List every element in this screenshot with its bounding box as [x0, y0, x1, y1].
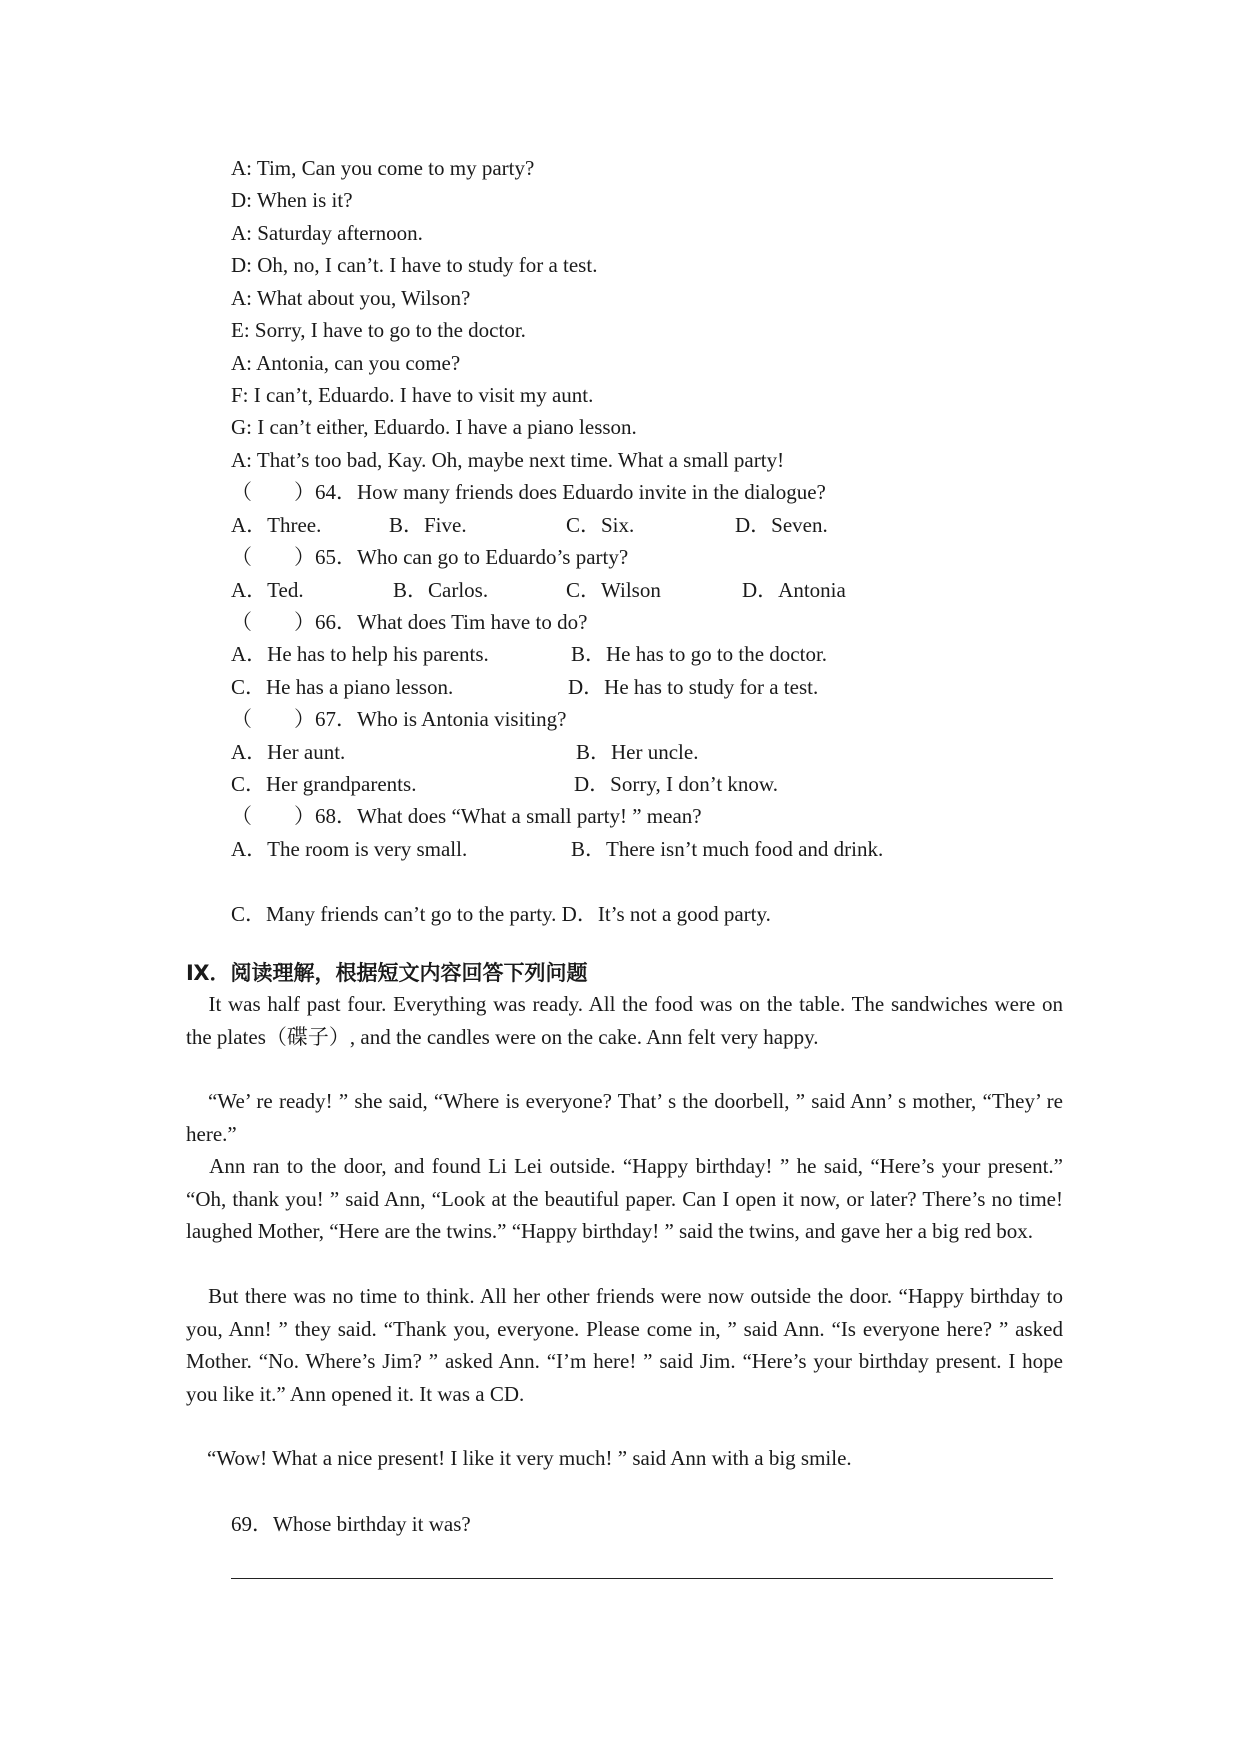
option-67-a: A．Her aunt. — [231, 740, 346, 764]
question-stem-66: （ ）66．What does Tim have to do? — [231, 610, 588, 634]
dialogue-line: G: I can’t either, Eduardo. I have a piano lesson. — [231, 415, 637, 439]
passage-paragraph: Ann ran to the door, and found Li Lei outside. “Happy birthday! ” he said, “Here’s your present.” “Oh, thank you! ” said Ann, “Look at the beautiful paper. Can I open it now, or later? There’s no time! laughed Mother, “Here are the twins.” “Happy birthday! ” said the twins, and gave her a big red box. — [186, 1154, 1063, 1243]
dialogue-line: D: Oh, no, I can’t. I have to study for a test. — [231, 253, 598, 277]
dialogue-line: F: I can’t, Eduardo. I have to visit my aunt. — [231, 383, 594, 407]
option-65-c: C．Wilson — [566, 578, 661, 602]
option-66-d: D．He has to study for a test. — [568, 675, 819, 699]
option-68-c-d: C．Many friends can’t go to the party. D．It’s not a good party. — [231, 902, 771, 926]
section-heading: Ⅸ．阅读理解，根据短文内容回答下列问题 — [186, 961, 588, 985]
option-67-d: D．Sorry, I don’t know. — [574, 772, 778, 796]
question-69: 69．Whose birthday it was? — [231, 1512, 471, 1536]
question-stem-67: （ ）67．Who is Antonia visiting? — [231, 707, 567, 731]
option-64-a: A．Three. — [231, 513, 322, 537]
option-66-b: B．He has to go to the doctor. — [571, 642, 828, 666]
dialogue-line: D: When is it? — [231, 188, 353, 212]
answer-line[interactable] — [231, 1578, 1053, 1579]
passage-paragraph: “We’ re ready! ” she said, “Where is everyone? That’ s the doorbell, ” said Ann’ s mother, “They’ re here.” — [186, 1089, 1063, 1146]
question-stem-64: （ ）64．How many friends does Eduardo invite in the dialogue? — [231, 480, 826, 504]
option-64-d: D．Seven. — [735, 513, 828, 537]
passage-paragraph: It was half past four. Everything was ready. All the food was on the table. The sandwiches were on the plates（碟子）, and the candles were on the cake. Ann felt very happy. — [186, 992, 1063, 1049]
dialogue-line: E: Sorry, I have to go to the doctor. — [231, 318, 526, 342]
option-67-c: C．Her grandparents. — [231, 772, 417, 796]
dialogue-line: A: Antonia, can you come? — [231, 351, 461, 375]
dialogue-line: A: That’s too bad, Kay. Oh, maybe next time. What a small party! — [231, 448, 785, 472]
option-67-b: B．Her uncle. — [576, 740, 699, 764]
option-66-a: A．He has to help his parents. — [231, 642, 489, 666]
passage-paragraph: “Wow! What a nice present! I like it very much! ” said Ann with a big smile. — [186, 1446, 852, 1470]
option-65-b: B．Carlos. — [393, 578, 489, 602]
option-65-a: A．Ted. — [231, 578, 304, 602]
option-68-b: B．There isn’t much food and drink. — [571, 837, 884, 861]
dialogue-line: A: Saturday afternoon. — [231, 221, 423, 245]
option-66-c: C．He has a piano lesson. — [231, 675, 454, 699]
question-stem-68: （ ）68．What does “What a small party! ” mean? — [231, 804, 702, 828]
option-68-a: A．The room is very small. — [231, 837, 468, 861]
question-stem-65: （ ）65．Who can go to Eduardo’s party? — [231, 545, 629, 569]
dialogue-line: A: What about you, Wilson? — [231, 286, 471, 310]
dialogue-line: A: Tim, Can you come to my party? — [231, 156, 535, 180]
option-65-d: D．Antonia — [742, 578, 846, 602]
option-64-b: B．Five. — [389, 513, 467, 537]
option-64-c: C．Six. — [566, 513, 635, 537]
passage-paragraph: But there was no time to think. All her other friends were now outside the door. “Happy birthday to you, Ann! ” they said. “Thank you, everyone. Please come in, ” said Ann. “Is everyone here? ” asked Mother. “No. Where’s Jim? ” asked Ann. “I’m here! ” said Jim. “Here’s your birthday present. I hope you like it.” Ann opened it. It was a CD. — [186, 1284, 1063, 1406]
